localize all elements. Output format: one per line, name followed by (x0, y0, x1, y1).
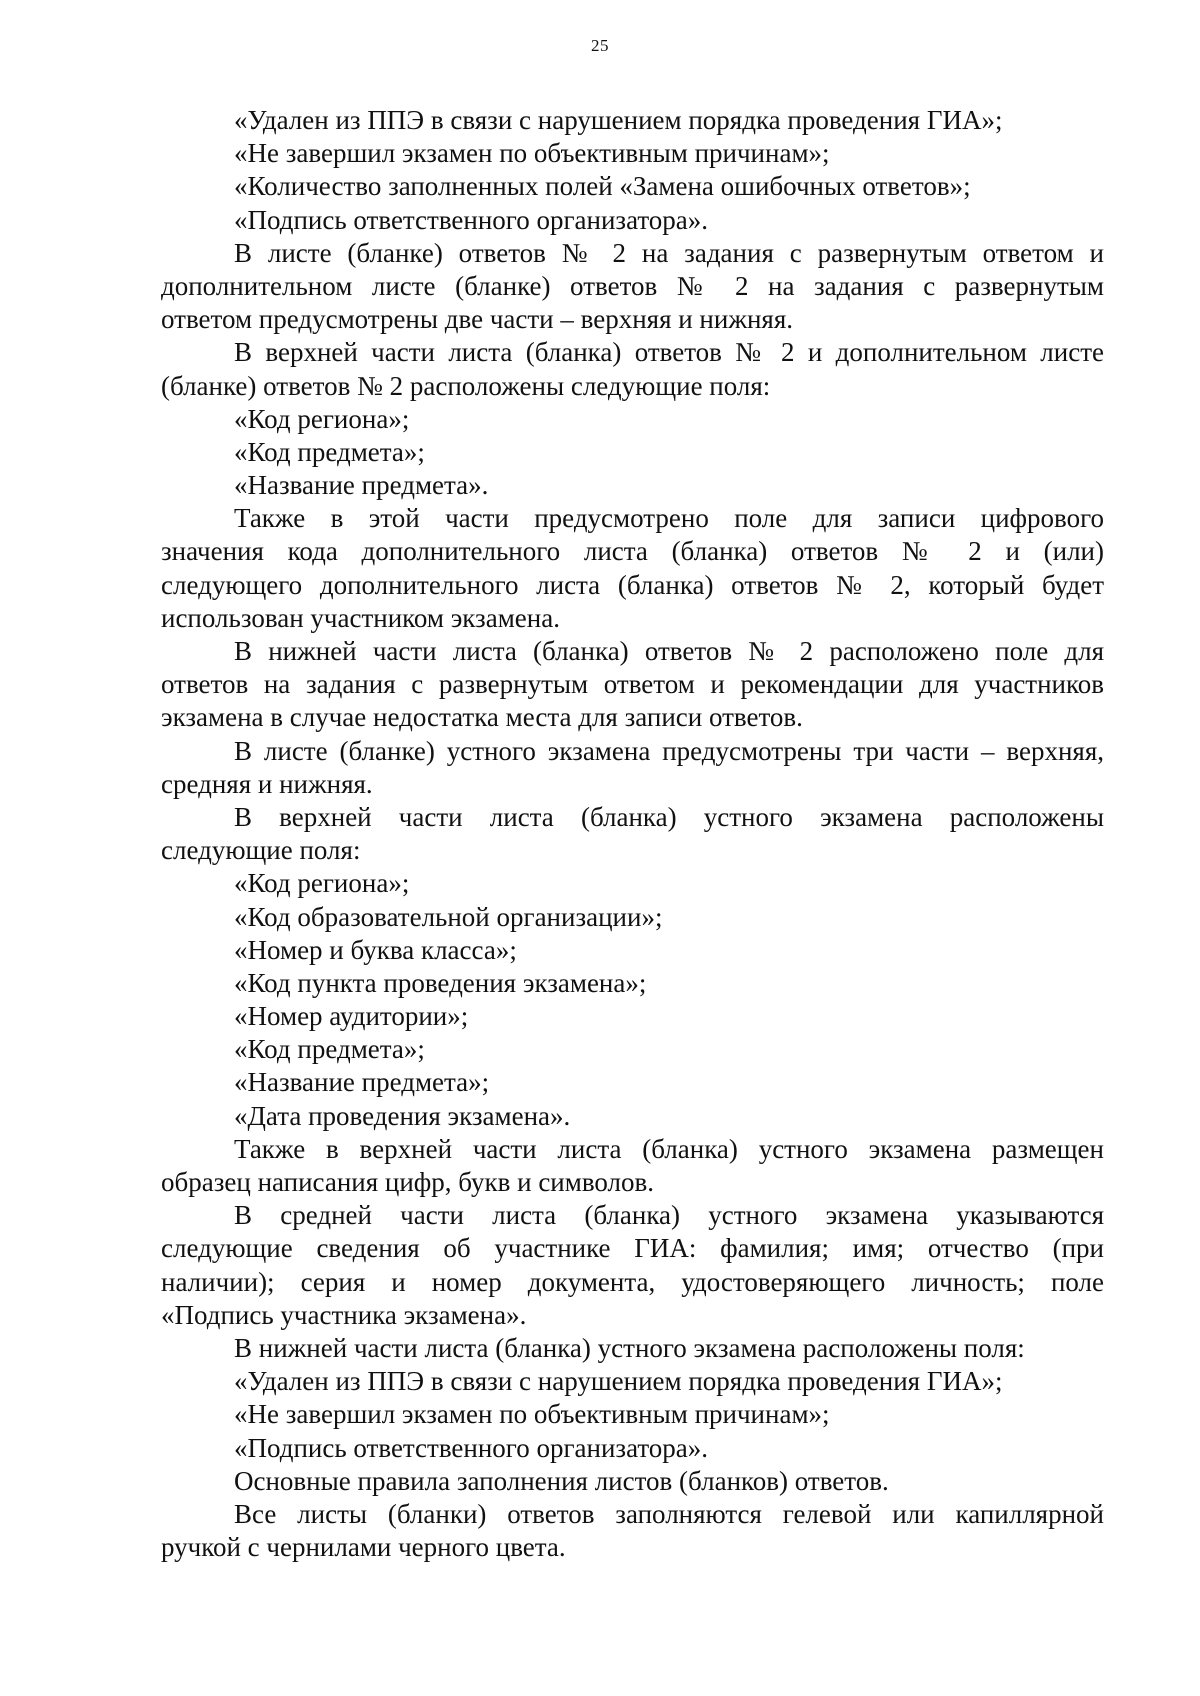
text-line: Все листы (бланки) ответов заполняются гелевой или капиллярной (234, 1498, 1104, 1529)
text-line: Также в этой части предусмотрено поле для записи цифрового (234, 503, 1104, 534)
text-line: «Удален из ППЭ в связи с нарушением порядка проведения ГИА»; (234, 1366, 1003, 1397)
text-line: экзамена в случае недостатка места для записи ответов. (161, 702, 803, 733)
text-line: образец написания цифр, букв и символов. (161, 1167, 655, 1197)
text-line: (бланке) ответов № 2 расположены следующие поля: (161, 370, 771, 401)
text-line: В листе (бланке) устного экзамена предусмотрены три части – верхняя, (234, 735, 1104, 766)
text-line: В нижней части листа (бланка) устного экзамена расположены поля: (234, 1332, 1025, 1363)
text-line: «Код региона»; (234, 403, 410, 434)
text-line: ответом предусмотрены две части – верхняя и нижняя. (161, 304, 794, 335)
text-line: «Код предмета»; (234, 1034, 425, 1065)
text-line: «Дата проведения экзамена». (234, 1100, 571, 1131)
text-line: «Удален из ППЭ в связи с нарушением порядка проведения ГИА»; (234, 105, 1003, 135)
text-line: ручкой с чернилами черного цвета. (161, 1532, 566, 1563)
text-line: В средней части листа (бланка) устного экзамена указываются (234, 1200, 1104, 1231)
text-line: Также в верхней части листа (бланка) устного экзамена размещен (234, 1133, 1104, 1164)
text-line: «Не завершил экзамен по объективным причинам»; (234, 1399, 830, 1430)
text-line: «Подпись ответственного организатора». (234, 204, 709, 235)
text-line: «Подпись участника экзамена». (161, 1299, 527, 1330)
text-line: В нижней части листа (бланка) ответов № 2 расположено поле для (234, 636, 1104, 666)
text-line: «Код образовательной организации»; (234, 901, 663, 932)
text-line: «Название предмета»; (234, 1067, 490, 1098)
page-number: 25 (591, 36, 609, 55)
text-line: следующего дополнительного листа (бланка) ответов № 2, который будет (161, 569, 1104, 600)
text-line: наличии); серия и номер документа, удостоверяющего личность; поле (161, 1266, 1104, 1297)
text-line: «Название предмета». (234, 470, 489, 501)
text-line: следующие поля: (161, 835, 361, 866)
text-line: «Количество заполненных полей «Замена ошибочных ответов»; (234, 171, 971, 202)
text-line: дополнительном листе (бланке) ответов № 2 на задания с развернутым (161, 270, 1104, 301)
text-line: «Номер и буква класса»; (234, 934, 517, 965)
text-line: использован участником экзамена. (161, 602, 560, 633)
text-line: «Подпись ответственного организатора». (234, 1432, 709, 1463)
text-line: «Номер аудитории»; (234, 1001, 469, 1032)
text-line: «Не завершил экзамен по объективным причинам»; (234, 138, 830, 169)
text-line: следующие сведения об участнике ГИА: фамилия; имя; отчество (при (161, 1233, 1104, 1264)
text-line: В верхней части листа (бланка) устного экзамена расположены (234, 801, 1104, 832)
text-line: В верхней части листа (бланка) ответов № 2 и дополнительном листе (234, 337, 1104, 368)
text-line: Основные правила заполнения листов (бланков) ответов. (234, 1465, 889, 1496)
text-line: «Код предмета»; (234, 436, 425, 467)
text-line: В листе (бланке) ответов № 2 на задания с развернутым ответом и (234, 237, 1104, 268)
text-line: средняя и нижняя. (161, 768, 373, 799)
text-line: «Код региона»; (234, 868, 410, 899)
text-line: «Код пункта проведения экзамена»; (234, 967, 647, 998)
text-line: значения кода дополнительного листа (бланка) ответов № 2 и (или) (161, 536, 1104, 567)
document-body (161, 104, 1104, 1564)
text-line: ответов на задания с развернутым ответом и рекомендации для участников (161, 669, 1104, 700)
